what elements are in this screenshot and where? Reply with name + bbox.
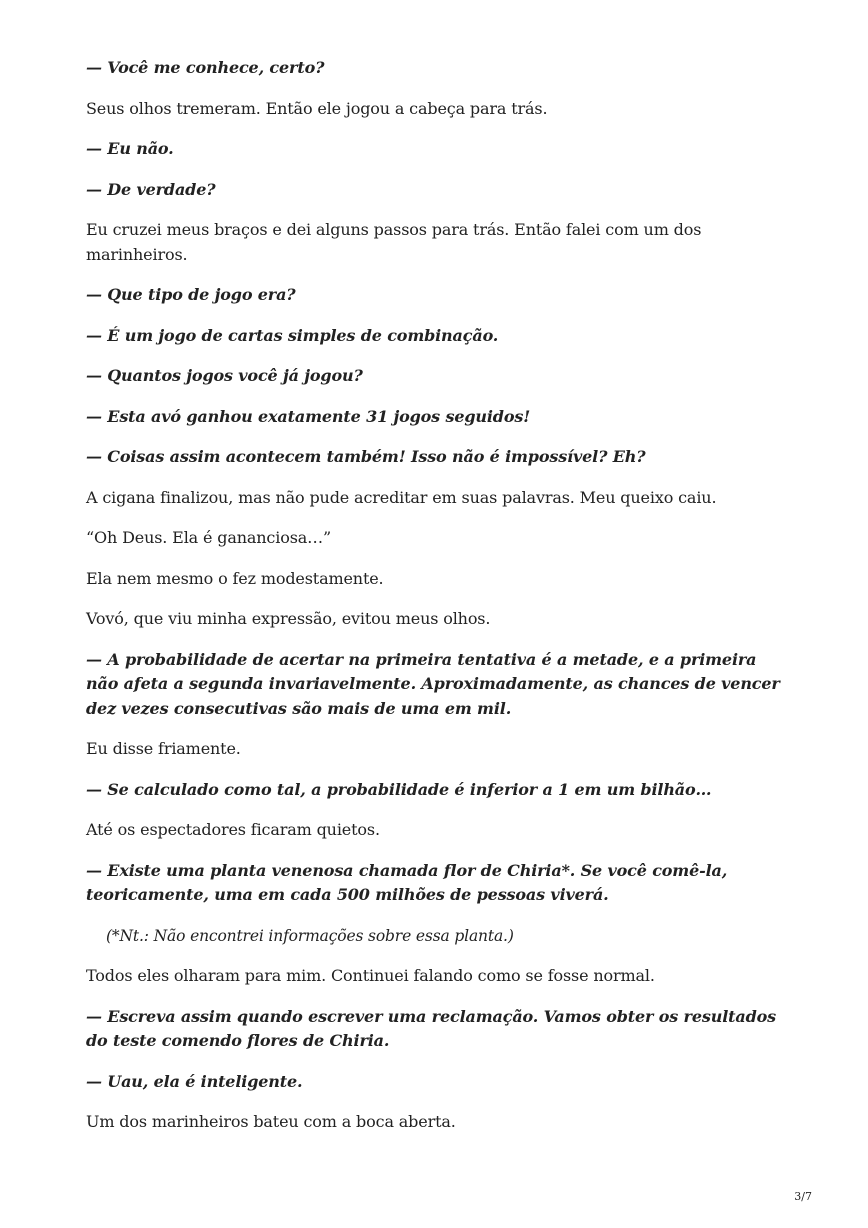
narration-paragraph: Vovó, que viu minha expressão, evitou meus olhos. (86, 609, 491, 628)
narration-paragraph: Eu cruzei meus braços e dei alguns passos para trás. Então falei com um dos marinheiros. (86, 220, 702, 264)
dialog-line: — Você me conhece, certo? (86, 58, 325, 77)
dialog-line: — É um jogo de cartas simples de combinação. (86, 325, 499, 345)
dialog-line: — De verdade? (86, 179, 216, 199)
dialog-line: — Coisas assim acontecem também! Isso não é impossível? Eh? (86, 447, 646, 466)
dialog-line: — Quantos jogos você já jogou? (86, 366, 363, 385)
narration-paragraph: Eu disse friamente. (86, 739, 241, 758)
narration-paragraph: Até os espectadores ficaram quietos. (86, 820, 380, 839)
dialog-line: — Eu não. (86, 139, 174, 158)
narration-paragraph: Todos eles olharam para mim. Continuei falando como se fosse normal. (86, 966, 655, 985)
dialog-line: — Existe uma planta venenosa chamada flor de Chiria*. Se você comê-la, teoricamente, uma em cada 500 milhões de pessoas viverá. (86, 860, 728, 904)
narration-paragraph: “Oh Deus. Ela é gananciosa…” (86, 528, 332, 547)
page-number: 3/7 (794, 1190, 812, 1203)
dialog-line: — Que tipo de jogo era? (86, 285, 296, 304)
dialog-line: — A probabilidade de acertar na primeira tentativa é a metade, e a primeira não afeta a segunda invariavelmente. Aproximadamente, as chances de vencer dez vezes consecutivas são mais de uma em mil. (86, 649, 780, 718)
dialog-line: — Uau, ela é inteligente. (86, 1071, 303, 1091)
document-body (86, 56, 786, 1151)
dialog-line: — Escreva assim quando escrever uma reclamação. Vamos obter os resultados do teste comendo flores de Chiria. (86, 1006, 776, 1050)
narration-paragraph: Seus olhos tremeram. Então ele jogou a cabeça para trás. (86, 98, 548, 118)
dialog-line: — Esta avó ganhou exatamente 31 jogos seguidos! (86, 406, 531, 426)
narration-paragraph: A cigana finalizou, mas não pude acreditar em suas palavras. Meu queixo caiu. (86, 487, 717, 507)
translator-note: (*Nt.: Não encontrei informações sobre essa planta.) (106, 926, 514, 945)
narration-paragraph: Um dos marinheiros bateu com a boca aberta. (86, 1112, 456, 1131)
narration-paragraph: Ela nem mesmo o fez modestamente. (86, 568, 384, 588)
dialog-line: — Se calculado como tal, a probabilidade é inferior a 1 em um bilhão… (86, 779, 712, 799)
